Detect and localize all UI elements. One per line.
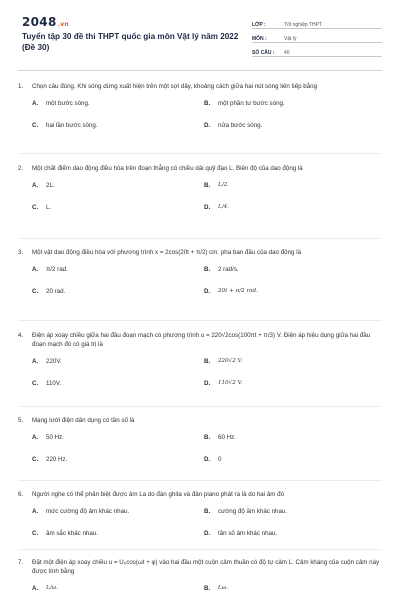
question-2: [18, 164, 384, 212]
option-text: một bước sóng.: [46, 100, 90, 107]
option-label: D.: [204, 530, 211, 537]
option-c[interactable]: [32, 121, 204, 130]
meta-key: SỐ CÂU :: [252, 50, 275, 56]
question-5: [18, 416, 384, 464]
option-text: âm sắc khác nhau.: [46, 530, 98, 537]
question-text: Chọn câu đúng. Khi sóng dừng xuất hiện trên một sợi dây, khoảng cách giữa hai nút sóng liên tiếp bằng: [32, 83, 318, 90]
option-label: A.: [32, 434, 39, 441]
question-number: 5.: [18, 417, 24, 424]
question-number: 3.: [18, 249, 24, 256]
option-text: 220 Hz.: [46, 456, 68, 463]
option-text: 0: [218, 456, 222, 463]
question-text: Người nghe có thể phân biệt được âm La do đàn ghita và đàn piano phát ra là do hai âm đó: [32, 491, 285, 498]
option-a[interactable]: [32, 433, 204, 442]
question-3: [18, 248, 384, 296]
question-number: 1.: [18, 83, 24, 90]
option-b[interactable]: [204, 433, 376, 442]
meta-key: MÔN :: [252, 36, 267, 42]
option-a[interactable]: [32, 181, 204, 190]
option-b[interactable]: [204, 357, 376, 366]
option-a[interactable]: [32, 99, 204, 108]
option-text: L/2.: [218, 182, 229, 188]
option-label: B.: [204, 585, 211, 592]
question-1: [18, 82, 384, 130]
option-label: A.: [32, 100, 39, 107]
option-text: π/2 rad.: [46, 266, 68, 273]
option-text: Lω.: [218, 585, 229, 591]
option-text: 50 Hz.: [46, 434, 64, 441]
option-a[interactable]: [32, 507, 204, 516]
option-b[interactable]: [204, 99, 376, 108]
option-text: một phần tư bước sóng.: [218, 100, 285, 107]
option-label: B.: [204, 266, 211, 273]
meta-value: Vật lý: [284, 36, 297, 42]
option-label: D.: [204, 380, 211, 387]
question-6: [18, 490, 384, 538]
question-separator: [18, 549, 382, 550]
option-label: C.: [32, 288, 39, 295]
option-text: 110V.: [46, 380, 62, 387]
site-logo[interactable]: [22, 15, 69, 29]
meta-row-subject: [252, 29, 382, 43]
option-a[interactable]: [32, 357, 204, 366]
option-a[interactable]: [32, 265, 204, 274]
question-number: 4.: [18, 332, 24, 339]
option-label: C.: [32, 456, 39, 463]
meta-value: Tốt nghiệp THPT: [284, 22, 322, 28]
option-d[interactable]: [204, 455, 376, 464]
question-7: [18, 558, 384, 593]
option-text: 20 rad.: [46, 288, 66, 295]
question-text: Một vật dao động điều hòa với phương trình x = 2cos(20t + π/2) cm. pha ban đầu của dao động là: [32, 249, 302, 256]
question-number: 7.: [18, 559, 24, 566]
option-label: A.: [32, 585, 39, 592]
option-label: D.: [204, 288, 211, 295]
option-c[interactable]: [32, 287, 204, 296]
option-label: C.: [32, 204, 39, 211]
option-label: D.: [204, 456, 211, 463]
option-d[interactable]: [204, 203, 376, 212]
option-text: nửa bước sóng.: [218, 122, 263, 129]
exam-meta: [252, 15, 382, 57]
option-b[interactable]: [204, 507, 376, 516]
question-text: Điện áp xoay chiều giữa hai đầu đoạn mạch có phương trình u = 220√2cos(100πt + π/3) V. Điện áp hiệu dụng giữa hai đầu đoạn mạch đó có giá trị là: [32, 332, 371, 348]
option-c[interactable]: [32, 529, 204, 538]
option-label: C.: [32, 530, 39, 537]
question-text: Đặt một điện áp xoay chiều u = U₀cos(ωt + φ) vào hai đầu một cuộn cảm thuần có độ tự cảm L. Cảm kháng của cuộn cảm này được tính bằng: [32, 559, 380, 575]
logo-suffix: .vn: [57, 21, 69, 28]
option-c[interactable]: [32, 379, 204, 388]
option-text: mức cường độ âm khác nhau.: [46, 508, 130, 515]
option-text: L.: [46, 204, 52, 211]
option-c[interactable]: [32, 455, 204, 464]
option-d[interactable]: [204, 529, 376, 538]
meta-row-class: [252, 15, 382, 29]
option-text: L/ω.: [46, 585, 58, 591]
question-separator: [18, 406, 382, 407]
option-text: 20t + π/2 rad.: [218, 288, 258, 294]
header-divider: [18, 70, 382, 71]
question-separator: [18, 153, 382, 154]
option-text: hai lần bước sóng.: [46, 122, 98, 129]
option-label: A.: [32, 182, 39, 189]
option-label: B.: [204, 434, 211, 441]
option-label: C.: [32, 380, 39, 387]
option-b[interactable]: [204, 265, 376, 274]
option-label: B.: [204, 100, 211, 107]
option-d[interactable]: [204, 121, 376, 130]
option-b[interactable]: [204, 584, 376, 593]
option-text: 220V.: [46, 358, 62, 365]
option-c[interactable]: [32, 203, 204, 212]
question-number: 6.: [18, 491, 24, 498]
option-b[interactable]: [204, 181, 376, 190]
question-text: Một chất điểm dao động điều hòa trên đoạn thẳng có chiều dài quỹ đạo L. Biên độ của dao động là: [32, 165, 303, 172]
option-text: cường độ âm khác nhau.: [218, 508, 288, 515]
option-label: D.: [204, 204, 211, 211]
option-label: D.: [204, 122, 211, 129]
question-separator: [18, 320, 382, 321]
exam-title: Tuyển tập 30 đề thi THPT quốc gia môn Vật lý năm 2022 (Đề 30): [22, 32, 239, 52]
question-4: [18, 331, 384, 388]
option-d[interactable]: [204, 287, 376, 296]
option-text: L/4.: [218, 204, 229, 210]
meta-row-count: [252, 43, 382, 57]
option-label: B.: [204, 358, 211, 365]
option-text: 2L.: [46, 182, 55, 189]
option-text: tần số âm khác nhau.: [218, 530, 278, 537]
meta-key: LỚP :: [252, 22, 266, 28]
option-a[interactable]: [32, 584, 204, 593]
option-label: A.: [32, 508, 39, 515]
meta-value: 40: [284, 50, 290, 56]
option-label: B.: [204, 508, 211, 515]
option-text: 110√2 V.: [218, 380, 243, 386]
question-number: 2.: [18, 165, 24, 172]
option-label: B.: [204, 182, 211, 189]
option-text: 220√2 V.: [218, 358, 243, 364]
question-separator: [18, 480, 382, 481]
option-text: 60 Hz.: [218, 434, 236, 441]
option-label: A.: [32, 266, 39, 273]
option-d[interactable]: [204, 379, 376, 388]
option-label: C.: [32, 122, 39, 129]
question-text: Mạng lưới điện dân dụng có tần số là: [32, 417, 135, 424]
option-label: A.: [32, 358, 39, 365]
question-separator: [18, 238, 382, 239]
logo-text: 2048: [22, 15, 57, 29]
option-text: 2 rad/s.: [218, 266, 239, 273]
